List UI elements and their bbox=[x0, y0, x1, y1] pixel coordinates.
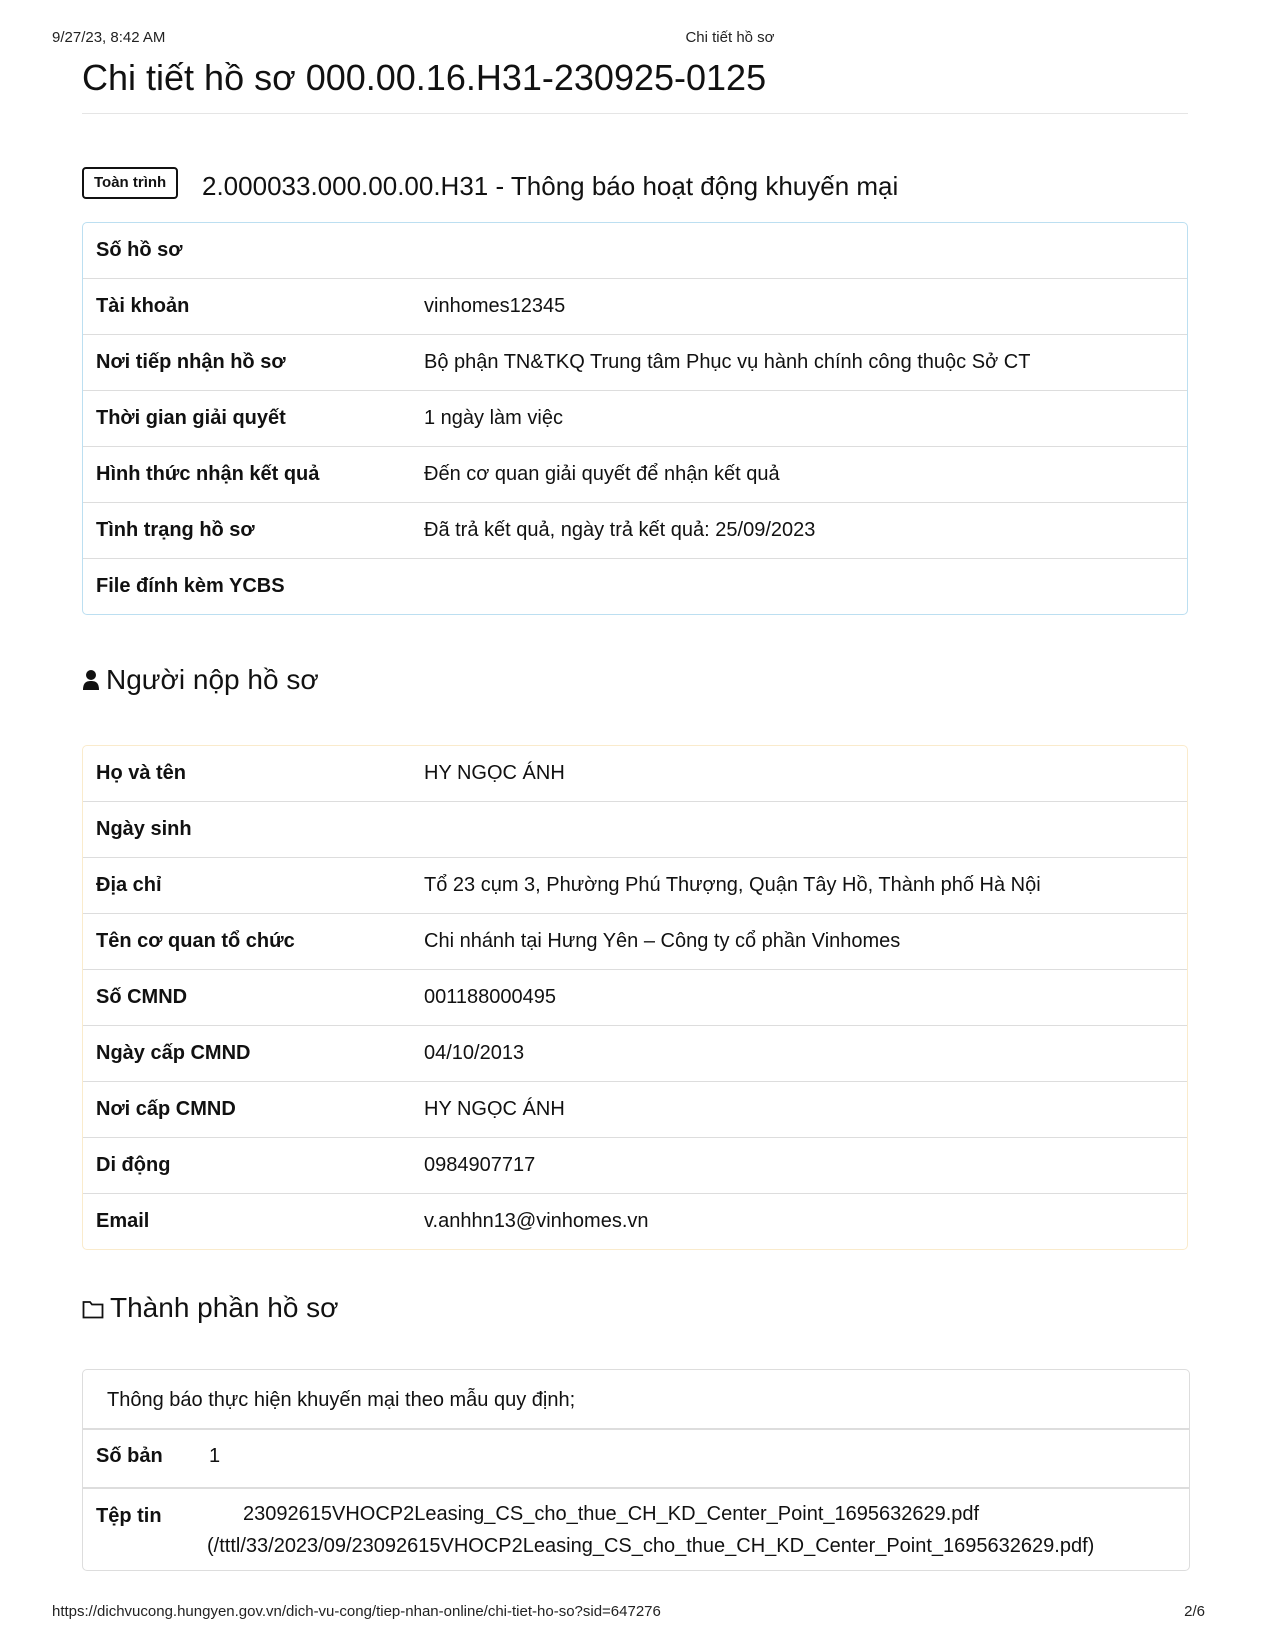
components-heading-text: Thành phần hồ sơ bbox=[110, 1292, 339, 1323]
row-value: HY NGỌC ÁNH bbox=[424, 762, 565, 784]
page-title: Chi tiết hồ sơ 000.00.16.H31-230925-0125 bbox=[82, 55, 1188, 114]
table-row bbox=[83, 746, 1187, 801]
row-value: 0984907717 bbox=[411, 1137, 1187, 1193]
row-value bbox=[411, 558, 1187, 614]
table-row bbox=[83, 390, 1187, 446]
row-value: vinhomes12345 bbox=[411, 278, 1187, 334]
copies-value: 1 bbox=[209, 1445, 221, 1467]
folder-icon bbox=[82, 1293, 104, 1327]
row-label: Tình trạng hồ sơ bbox=[83, 502, 411, 558]
print-datetime: 9/27/23, 8:42 AM bbox=[52, 29, 166, 46]
table-row bbox=[83, 857, 1187, 913]
row-label: Ngày sinh bbox=[83, 801, 411, 857]
row-value: Chi nhánh tại Hưng Yên – Công ty cổ phần Vinhomes bbox=[411, 913, 1187, 969]
table-row bbox=[83, 1081, 1187, 1137]
table-row bbox=[83, 1193, 1187, 1249]
row-value: Đến cơ quan giải quyết để nhận kết quả bbox=[411, 446, 1187, 502]
procedure-badge: Toàn trình bbox=[82, 167, 178, 199]
table-row bbox=[83, 1137, 1187, 1193]
row-label: Tên cơ quan tổ chức bbox=[83, 913, 411, 969]
row-value: 1 ngày làm việc bbox=[411, 390, 1187, 446]
print-header bbox=[0, 29, 1275, 49]
file-path: (/tttl/33/2023/09/23092615VHOCP2Leasing_CS_cho_thue_CH_KD_Center_Point_1695632629.pdf) bbox=[207, 1535, 1095, 1557]
table-row bbox=[83, 502, 1187, 558]
row-value: v.anhhn13@vinhomes.vn bbox=[411, 1193, 1187, 1249]
table-row bbox=[83, 278, 1187, 334]
row-label: Di động bbox=[83, 1137, 411, 1193]
copies-label: Số bản bbox=[96, 1445, 163, 1467]
row-label: Số CMND bbox=[83, 969, 411, 1025]
table-row bbox=[83, 223, 1187, 278]
table-row bbox=[83, 801, 1187, 857]
row-label: Địa chỉ bbox=[83, 857, 411, 913]
row-value: 001188000495 bbox=[411, 969, 1187, 1025]
print-footer bbox=[0, 1603, 1275, 1623]
row-label: Hình thức nhận kết quả bbox=[83, 446, 411, 502]
row-label: Nơi cấp CMND bbox=[83, 1081, 411, 1137]
components-heading bbox=[82, 1291, 339, 1327]
row-value: Đã trả kết quả, ngày trả kết quả: 25/09/2023 bbox=[411, 502, 1187, 558]
file-label: Tệp tin bbox=[96, 1505, 162, 1527]
row-label: Ngày cấp CMND bbox=[83, 1025, 411, 1081]
applicant-table bbox=[82, 745, 1188, 1250]
row-label: Email bbox=[83, 1193, 411, 1249]
row-label: Số hồ sơ bbox=[96, 239, 183, 261]
row-value bbox=[411, 223, 1187, 278]
page-url: https://dichvucong.hungyen.gov.vn/dich-vu-cong/tiep-nhan-online/chi-tiet-ho-so?sid=647276 bbox=[52, 1603, 661, 1620]
divider bbox=[83, 1487, 1189, 1489]
row-value: HY NGỌC ÁNH bbox=[411, 1081, 1187, 1137]
row-label: Họ và tên bbox=[96, 762, 187, 784]
page-number: 2/6 bbox=[1184, 1603, 1205, 1620]
row-value bbox=[411, 801, 1187, 857]
divider bbox=[83, 1428, 1189, 1430]
user-icon bbox=[82, 665, 100, 699]
table-row bbox=[83, 1025, 1187, 1081]
file-link[interactable]: 23092615VHOCP2Leasing_CS_cho_thue_CH_KD_Center_Point_1695632629.pdf bbox=[243, 1503, 980, 1525]
table-row bbox=[83, 334, 1187, 390]
row-value: Bộ phận TN&TKQ Trung tâm Phục vụ hành chính công thuộc Sở CT bbox=[411, 334, 1187, 390]
applicant-heading bbox=[82, 663, 319, 699]
document-component bbox=[82, 1369, 1190, 1571]
record-info-table bbox=[82, 222, 1188, 615]
table-row bbox=[83, 558, 1187, 614]
row-value: Tổ 23 cụm 3, Phường Phú Thượng, Quận Tây Hồ, Thành phố Hà Nội bbox=[411, 857, 1187, 913]
row-label: Tài khoản bbox=[83, 278, 411, 334]
row-value: 04/10/2013 bbox=[411, 1025, 1187, 1081]
table-row bbox=[83, 969, 1187, 1025]
procedure-title: 2.000033.000.00.00.H31 - Thông báo hoạt động khuyến mại bbox=[202, 171, 899, 201]
applicant-heading-text: Người nộp hồ sơ bbox=[106, 664, 319, 695]
table-row bbox=[83, 913, 1187, 969]
document-title: Thông báo thực hiện khuyến mại theo mẫu quy định; bbox=[107, 1389, 576, 1411]
row-label: Thời gian giải quyết bbox=[83, 390, 411, 446]
row-label: Nơi tiếp nhận hồ sơ bbox=[83, 334, 411, 390]
procedure-line bbox=[82, 165, 1188, 205]
print-page-title: Chi tiết hồ sơ bbox=[685, 29, 775, 46]
table-row bbox=[83, 446, 1187, 502]
row-label: File đính kèm YCBS bbox=[83, 558, 411, 614]
